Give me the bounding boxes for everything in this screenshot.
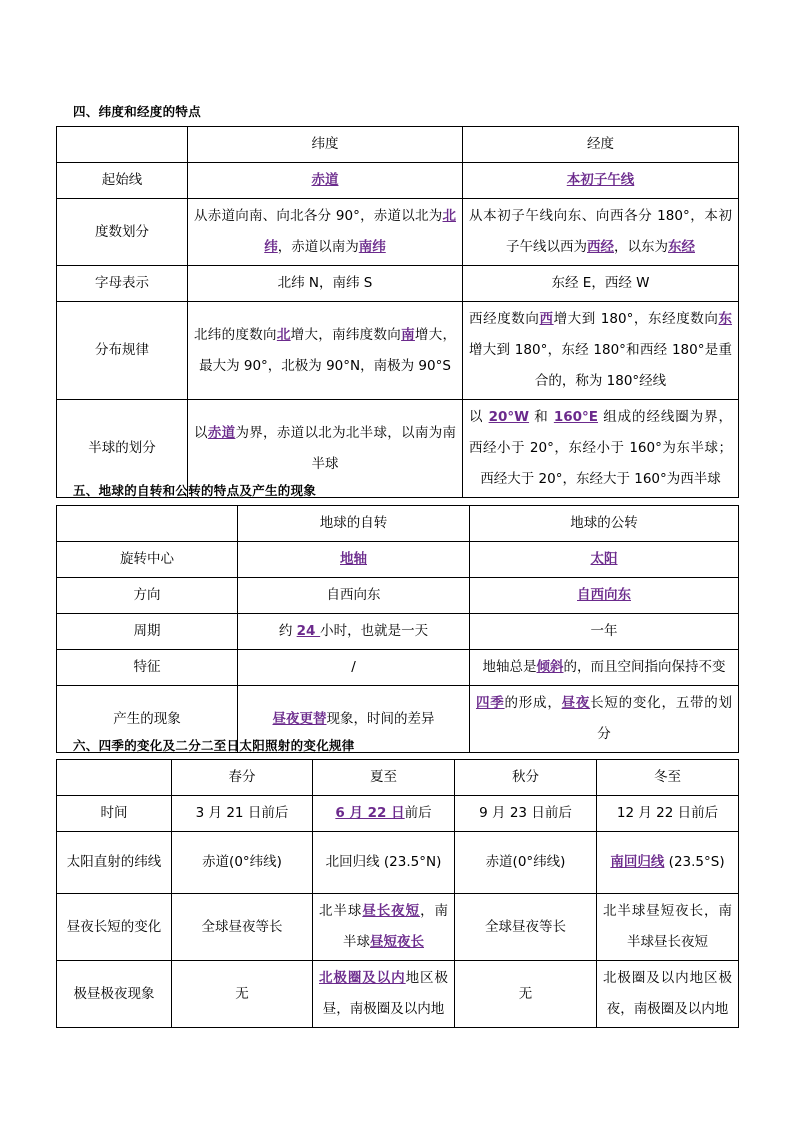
table-cell [597, 832, 739, 894]
table-cell [470, 650, 739, 686]
cell-text: 无 [235, 985, 249, 1002]
table-cell [188, 302, 463, 400]
cell-text: 字母表示 [95, 275, 149, 291]
cell-text: 赤道(0°纬线) [485, 854, 566, 870]
row-label [57, 650, 238, 686]
cell-text: 起始线 [101, 172, 143, 188]
cell-text: 周期 [133, 623, 161, 639]
cell-text: 旋转中心 [120, 551, 174, 567]
table-cell [188, 266, 463, 302]
table-cell [313, 961, 455, 1028]
header-cell [57, 760, 172, 796]
section-6-title: 六、四季的变化及二分二至日太阳照射的变化规律 [73, 738, 355, 753]
cell-text: ，南半球 [343, 903, 448, 950]
header-cell: 春分 [172, 760, 313, 796]
table-cell [313, 894, 455, 961]
cell-text: 分布规律 [95, 342, 149, 358]
cell-text: 12 月 22 日前后 [616, 805, 719, 821]
cell-text: 产生的现象 [113, 710, 181, 727]
cell-text: 9 月 23 日前后 [479, 805, 572, 821]
table-cell [238, 650, 470, 686]
header-cell [57, 506, 238, 542]
cell-text: 北半球昼短夜长，南半球昼长夜短 [603, 903, 732, 950]
table-cell [463, 400, 739, 498]
highlighted-term: 东 [718, 311, 733, 327]
header-cell: 地球的公转 [470, 506, 739, 542]
table-row [57, 961, 739, 1028]
cell-text: 从赤道向南、向北各分 90°，赤道以北为 [194, 208, 443, 224]
highlighted-term: 昼夜 [561, 695, 591, 711]
table-cell [463, 266, 739, 302]
table-row [57, 302, 739, 400]
highlighted-term: 赤道 [207, 424, 236, 441]
row-label [57, 199, 188, 266]
cell-text: 小时，也就是一天 [320, 623, 429, 639]
table-cell [470, 614, 739, 650]
cell-text: 北半球 [319, 903, 363, 919]
cell-text: / [351, 659, 356, 675]
highlighted-term: 地轴 [340, 551, 367, 567]
highlighted-term: 昼长夜短 [362, 903, 421, 919]
cell-text: 半球的划分 [88, 440, 156, 456]
highlighted-term: 本初子午线 [566, 172, 635, 188]
cell-text: 太阳直射的纬线 [66, 854, 162, 870]
table-cell [463, 302, 739, 400]
section-5-title: 五、地球的自转和公转的特点及产生的现象 [73, 483, 317, 498]
cell-text: 北纬 N，南纬 S [277, 275, 373, 291]
table-cell [463, 199, 739, 266]
cell-text: 前后 [404, 805, 432, 821]
cell-text: 特征 [133, 659, 161, 675]
row-label [57, 302, 188, 400]
header-cell: 秋分 [455, 760, 597, 796]
highlighted-term: 赤道 [311, 172, 339, 188]
table-cell [455, 796, 597, 832]
cell-text: 极昼极夜现象 [73, 985, 155, 1002]
cell-text: 增大，南纬度数向 [290, 326, 402, 343]
cell-text: 一年 [590, 623, 618, 639]
cell-text: 地轴总是 [482, 659, 537, 675]
table-cell [172, 796, 313, 832]
cell-text: 为界，赤道以北为北半球，以南为南半球 [235, 424, 457, 472]
table-cell [238, 542, 470, 578]
highlighted-term: 南 [401, 326, 415, 343]
row-label [57, 614, 238, 650]
table-cell [238, 578, 470, 614]
section-4-title: 四、纬度和经度的特点 [73, 104, 202, 119]
table-row [57, 163, 739, 199]
highlighted-term: 自西向东 [577, 587, 631, 603]
highlighted-term: 6 月 22 日 [335, 805, 405, 821]
table-row [57, 542, 739, 578]
table-cell [188, 199, 463, 266]
highlighted-term: 北极圈及以内 [319, 970, 406, 986]
table-cell [188, 163, 463, 199]
highlighted-term: 东经 [668, 239, 695, 255]
highlighted-term: 24 [296, 623, 321, 639]
header-cell: 冬至 [597, 760, 739, 796]
highlighted-term: 南纬 [358, 239, 386, 255]
header-cell: 夏至 [313, 760, 455, 796]
cell-text: 西经度数向 [469, 311, 540, 327]
table-cell [172, 894, 313, 961]
row-label [57, 961, 172, 1028]
header-cell [57, 127, 188, 163]
highlighted-term: 昼短夜长 [370, 934, 424, 950]
cell-text: 组成的经线圈为界，西经小于 20°，东经小于 160°为东半球；西经大于 20°，东经大于 160°为西半球 [469, 409, 732, 487]
highlighted-term: 南回归线 [610, 854, 665, 870]
table-cell [455, 894, 597, 961]
cell-text: 无 [518, 985, 533, 1002]
cell-text: 东经 E，西经 W [551, 275, 650, 291]
table-cell [455, 832, 597, 894]
table-row [57, 650, 739, 686]
table-row [57, 614, 739, 650]
cell-text: 的形成， [504, 695, 562, 711]
cell-text: ，以东为 [614, 239, 668, 255]
highlighted-term: 四季 [476, 695, 505, 711]
cell-text: 从本初子午线向东、向西各分 180°，本初子午线以西为 [469, 208, 732, 255]
table-row [57, 894, 739, 961]
header-cell: 经度 [463, 127, 739, 163]
cell-text: ，赤道以南为 [277, 239, 359, 255]
cell-text: 北纬的度数向 [194, 326, 277, 343]
cell-text: 全球昼夜等长 [201, 918, 283, 935]
highlighted-term: 太阳 [590, 551, 618, 567]
cell-text: 地区极昼，南极圈及以内地 [322, 970, 448, 1017]
cell-text: 方向 [133, 587, 161, 603]
cell-text: 时间 [100, 805, 128, 821]
seasons-table [56, 759, 739, 1028]
table-cell [238, 614, 470, 650]
table-row [57, 266, 739, 302]
table-row [57, 796, 739, 832]
table-cell [470, 686, 739, 753]
header-cell: 地球的自转 [238, 506, 470, 542]
cell-text: 度数划分 [95, 223, 149, 240]
cell-text: (23.5°S) [664, 854, 725, 870]
row-label [57, 832, 172, 894]
cell-text: 增大到 180°，东经度数向 [553, 311, 719, 327]
header-cell: 纬度 [188, 127, 463, 163]
cell-text: 现象，时间的差异 [326, 710, 435, 727]
highlighted-term: 北 [276, 326, 291, 343]
cell-text: 增大，最大为 90°，北极为 90°N，南极为 90°S [199, 326, 457, 374]
row-label [57, 542, 238, 578]
highlighted-term: 160°E [553, 409, 599, 425]
table-cell [455, 961, 597, 1028]
cell-text: 以 [194, 424, 208, 441]
cell-text: 自西向东 [326, 587, 381, 603]
table-cell [597, 796, 739, 832]
cell-text: 以 [469, 409, 489, 425]
cell-text: 增大到 180°，东经 180°和西经 180°是重合的，称为 180°经线 [469, 342, 732, 389]
table-cell [597, 894, 739, 961]
table-cell [463, 163, 739, 199]
latitude-longitude-table [56, 126, 739, 498]
cell-text: 全球昼夜等长 [485, 918, 566, 935]
table-cell [470, 578, 739, 614]
row-label [57, 578, 238, 614]
cell-text: 北极圈及以内地区极夜，南极圈及以内地 [603, 970, 732, 1017]
cell-text: 和 [529, 409, 554, 425]
row-label [57, 163, 188, 199]
cell-text: 赤道(0°纬线) [202, 854, 282, 870]
cell-text: 长短的变化，五带的划分 [590, 695, 733, 742]
cell-text: 约 [278, 623, 297, 639]
rotation-revolution-table [56, 505, 739, 753]
table-cell [172, 832, 313, 894]
highlighted-term: 北纬 [264, 208, 456, 255]
highlighted-term: 20°W [488, 409, 530, 425]
cell-text: 北回归线 (23.5°N) [325, 854, 442, 870]
table-cell [313, 796, 455, 832]
cell-text: 3 月 21 日前后 [195, 805, 289, 821]
cell-text: 昼夜长短的变化 [66, 918, 162, 935]
highlighted-term: 倾斜 [536, 659, 564, 675]
row-label [57, 266, 188, 302]
table-row [57, 199, 739, 266]
row-label [57, 894, 172, 961]
row-label [57, 796, 172, 832]
table-row [57, 832, 739, 894]
table-cell [313, 832, 455, 894]
table-row [57, 578, 739, 614]
table-cell [597, 961, 739, 1028]
table-cell [470, 542, 739, 578]
table-cell [172, 961, 313, 1028]
highlighted-term: 西 [539, 311, 554, 327]
highlighted-term: 西经 [587, 239, 614, 255]
highlighted-term: 昼夜更替 [272, 710, 327, 727]
cell-text: 的，而且空间指向保持不变 [563, 659, 726, 675]
